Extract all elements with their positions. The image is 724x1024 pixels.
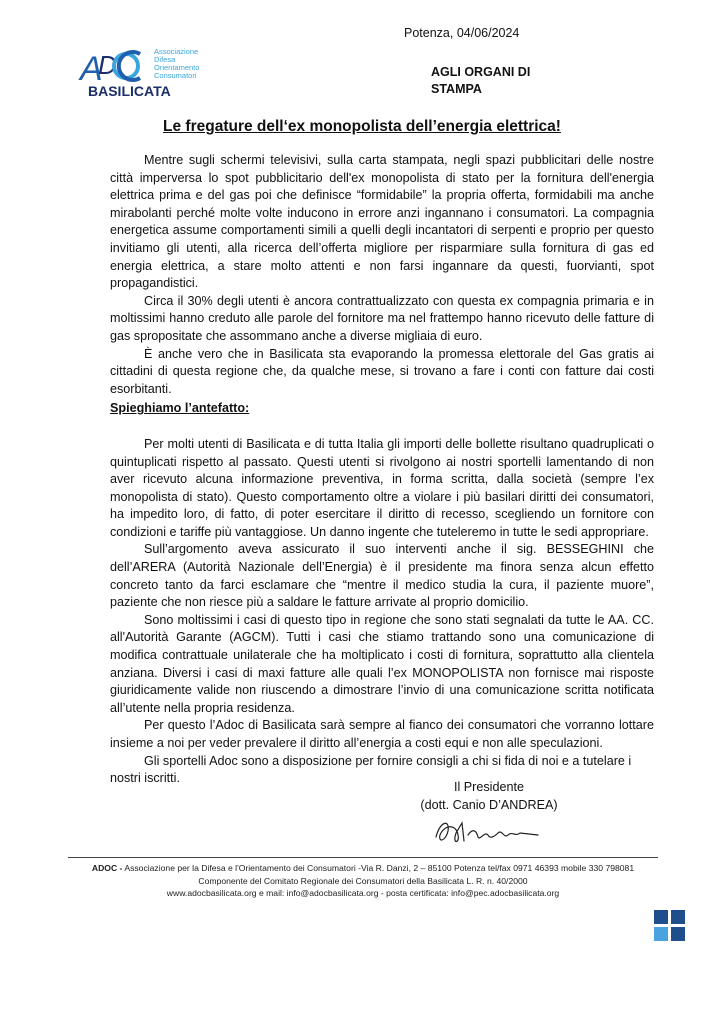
footer-line-3: www.adocbasilicata.org e mail: info@adocbasilicata.org - posta certificata: info@pec.adocbasilicata.org [166, 888, 560, 898]
svg-text:Difesa: Difesa [154, 55, 176, 64]
paragraph-2: Circa il 30% degli utenti è ancora contrattualizzato con questa ex compagnia primaria e in moltissimi hanno creduto alle parole del fornitore ma nel frattempo hanno ricevuto delle fatture di gas spropositate che assommano anche a diverse migliaia di euro. [110, 293, 654, 343]
recipient-line-1: AGLI ORGANI DI [431, 65, 531, 79]
adoc-logo [78, 44, 213, 100]
paragraph-1: Mentre sugli schermi televisivi, sulla carta stampata, negli spazi pubblicitari delle nostre città imperversa lo spot pubblicitario dell'ex monopolista di stato per la fornitura dell'energia elettrica prima e del gas poi che definisce “formidabile” la propria offerta, formidabili ma anche mirabolanti perché molte volte inducono in errore anzi ingannano i consumatori. La compagnia energetica assume comportamenti simili a quelli degli incantatori di serpenti e proprio per questo invitiamo gli utenti, alla ricerca dell’offerta migliore per risparmiare sulla fornitura di gas ed energia elettrica, a stare molto attenti e non farsi ingannare da questi, fuorvianti, spot propagandistici. [110, 153, 654, 291]
svg-text:Orientamento: Orientamento [154, 63, 200, 72]
footer-address: Associazione per la Difesa e l'Orientamento dei Consumatori -Via R. Danzi, 2 – 85100 Potenza tel/fax 0971 46393 mobile 330 798081 [122, 863, 635, 873]
footer [68, 862, 658, 900]
signer-name: (dott. Canio D’ANDREA) [420, 798, 558, 812]
recipient-line-2: STAMPA [431, 82, 482, 96]
subheading: Spieghiamo l’antefatto: [110, 401, 250, 416]
paragraph-4: Per molti utenti di Basilicata e di tutta Italia gli importi delle bollette risultano quadruplicati o quintuplicati rispetto al passato. Questi utenti si rivolgono ai nostri sportelli lamentando di non aver ricevuto alcuna informazione preventiva, in forma scritta, dalla società (sempre l’ex monopolista di stato). Questo comportamento oltre a violare i più basilari diritti dei consumatori, ha impedito loro, di fatto, di poter esercitare il diritto di recesso, scegliendo un fornitore con condizioni e tariffe più vantaggiose. Un danno ingente che tuteleremo in tutte le sedi appropriare. [110, 436, 654, 539]
footer-divider [68, 857, 658, 858]
footer-org: ADOC - [91, 863, 123, 873]
svg-text:BASILICATA: BASILICATA [88, 83, 171, 99]
corner-squares-decoration [654, 910, 686, 942]
paragraph-7: Per questo l’Adoc di Basilicata sarà sempre al fianco dei consumatori che vorranno lottare insieme a noi per veder prevalere il diritto all’energia a costi equi e non alle speculazioni. [110, 718, 654, 750]
footer-line-2: Componente del Comitato Regionale dei Consumatori della Basilicata L. R. n. 40/2000 [198, 875, 528, 886]
handwritten-signature [428, 815, 548, 849]
letter-date: Potenza, 04/06/2024 [404, 26, 520, 40]
letter-body [110, 152, 654, 788]
svg-text:A: A [80, 50, 103, 88]
signer-role: Il Presidente [453, 780, 524, 794]
recipient-block [431, 64, 530, 98]
paragraph-5: Sull’argomento aveva assicurato il suo interventi anche il sig. BESSEGHINI che dell’ARERA (Autorità Nazionale dell’Energia) è il presidente ma finora senza alcun effetto concreto tanto da farci esclamare che “mentre il medico studia la cura, il paziente muore”, paziente che non riesce più a saldare le fatture arrivate al proprio domicilio. [110, 542, 654, 610]
signature-block [404, 778, 574, 814]
paragraph-3: È anche vero che in Basilicata sta evaporando la promessa elettorale del Gas gratis ai cittadini di questa regione che, da qualche mese, si trovano a fare i conti con fatture dai costi esorbitanti. [110, 346, 654, 396]
press-release-title: Le fregature dell‘ex monopolista dell’energia elettrica! [163, 118, 561, 135]
footer-line-1 [68, 862, 658, 875]
svg-text:Associazione: Associazione [154, 47, 199, 56]
svg-text:D: D [98, 50, 117, 80]
paragraph-8: Gli sportelli Adoc sono a disposizione per fornire consigli a chi si fida di noi e a tutelare i nostri iscritti. [110, 753, 632, 786]
svg-text:Consumatori: Consumatori [154, 71, 197, 80]
paragraph-6: Sono moltissimi i casi di questo tipo in regione che sono stati segnalati da tutte le AA. CC. all'Autorità Garante (AGCM). Tutti i casi che stiamo trattando sono una comunicazione di modifica contrattuale unilaterale che ha moltiplicato i costi di fornitura, soprattutto alla clientela anziana. Diversi i casi di maxi fatture alle quali l’ex MONOPOLISTA non fornisce mai risposte giuridicamente valide non riuscendo a dimostrare l’invio di una comunicazione scritta notificata all’utente nella propria residenza. [110, 612, 654, 715]
